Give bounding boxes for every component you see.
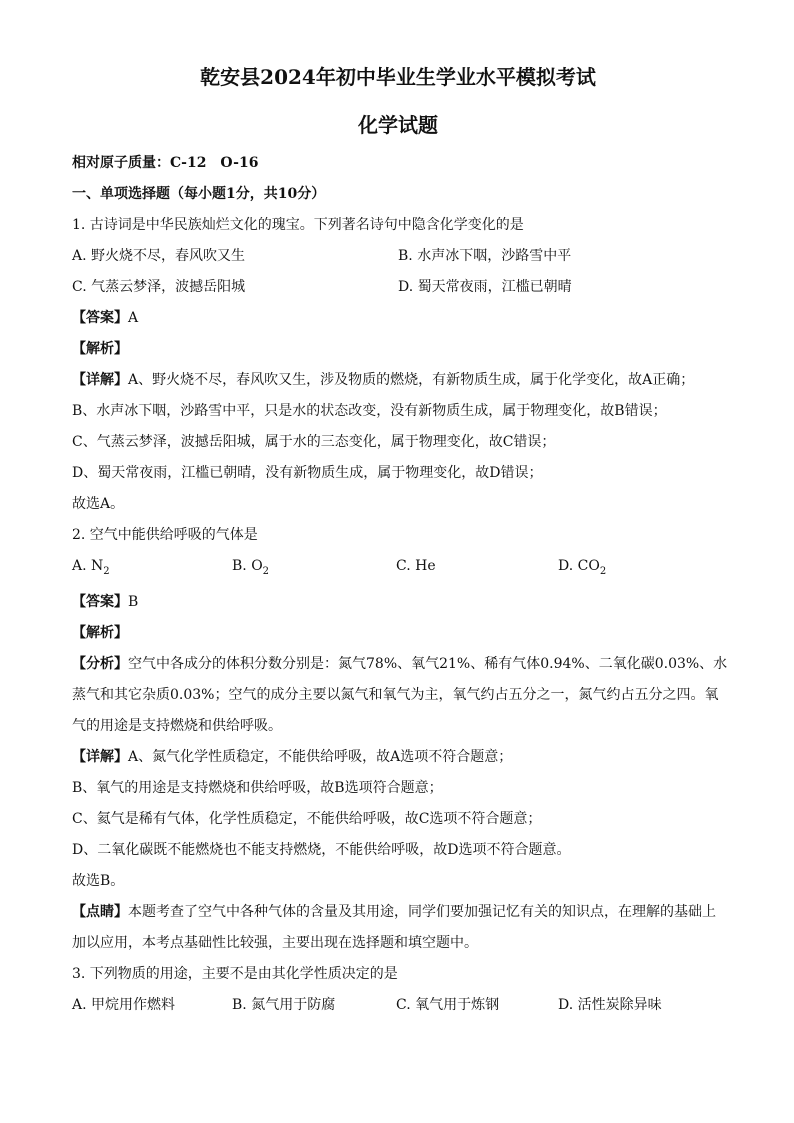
exam-subtitle: 化学试题 [358, 113, 438, 137]
q2-answer-value: B [128, 593, 139, 610]
q1-analysis-tag: 【解析】 [72, 341, 128, 357]
q2-option-b [232, 551, 396, 587]
q2-option-d [558, 551, 606, 587]
dianjing-tag: 【点睛】 [72, 903, 128, 920]
q1-option-d: D. 蜀天常夜雨，江槛已朝晴 [398, 279, 572, 295]
q2-fenxi-text-a: 空气中各成分的体积分数分别是：氮气78%、氧气21%、稀有气体0.94%、二氧化碳0.03%、水 [128, 655, 728, 672]
q2-fenxi-line-2: 蒸气和其它杂质0.03%；空气的成分主要以氮气和氧气为主，氧气约占五分之一，氮气约占五分之四。氧 [72, 686, 719, 703]
q2-option-d-sub: 2 [599, 565, 607, 577]
section-heading: 一、单项选择题（每小题1分，共10分） [72, 186, 326, 202]
q1-option-a: A. 野火烧不尽，春风吹又生 [72, 248, 246, 264]
q1-detail-line-2: B、水声冰下咽，沙路雪中平，只是水的状态改变，没有新物质生成，属于物理变化，故B错误； [72, 403, 667, 419]
q2-fenxi-line-3: 气的用途是支持燃烧和供给呼吸。 [72, 717, 282, 734]
q2-option-c [396, 551, 558, 587]
document-page [72, 62, 728, 1021]
q3-option-c: C. 氧气用于炼钢 [396, 996, 500, 1013]
q1-detail-line-1 [72, 365, 724, 396]
q2-stem: 2. 空气中能供给呼吸的气体是 [72, 527, 258, 543]
q1-options-row1 [72, 241, 724, 272]
q2-analysis-tag: 【解析】 [72, 624, 128, 641]
q2-detail-line-2: B、氧气的用途是支持燃烧和供给呼吸，故B选项符合题意； [72, 779, 443, 796]
atomic-mass-line: 相对原子质量：C-12 O-16 [72, 155, 259, 171]
q2-detail-text-a: A、氮气化学性质稳定，不能供给呼吸，故A选项不符合题意； [128, 748, 513, 765]
detail-tag: 【详解】 [72, 748, 128, 765]
q3-option-d: D. 活性炭除异味 [558, 996, 662, 1013]
q1-detail-line-3: C、气蒸云梦泽，波撼岳阳城，属于水的三态变化，属于物理变化，故C错误； [72, 434, 556, 450]
q2-fenxi-line-1 [72, 649, 728, 680]
q1-answer [72, 303, 724, 334]
q2-option-a-text: A. N [72, 558, 104, 574]
q2-conclusion: 故选B。 [72, 872, 125, 889]
q1-answer-value: A [128, 310, 139, 326]
exam-title: 乾安县2024年初中毕业生学业水平模拟考试 [200, 65, 596, 89]
answer-tag: 【答案】 [72, 310, 128, 326]
q3-option-a: A. 甲烷用作燃料 [72, 996, 176, 1013]
q1-detail-text-a: A、野火烧不尽，春风吹又生，涉及物质的燃烧，有新物质生成，属于化学变化，故A正确； [128, 372, 695, 388]
q2-answer [72, 587, 724, 618]
q2-option-b-sub: 2 [262, 565, 270, 577]
q3-option-b: B. 氮气用于防腐 [232, 996, 336, 1013]
q1-option-b: B. 水声冰下咽，沙路雪中平 [398, 248, 572, 264]
q2-dianjing-line-1 [72, 897, 724, 928]
q2-option-a-sub: 2 [103, 565, 110, 577]
q2-detail-line-4: D、二氧化碳既不能燃烧也不能支持燃烧，不能供给呼吸，故D选项不符合题意。 [72, 841, 571, 858]
answer-tag: 【答案】 [72, 593, 128, 610]
q1-detail-line-4: D、蜀天常夜雨，江槛已朝晴，没有新物质生成，属于物理变化，故D错误； [72, 465, 543, 481]
q2-options [72, 551, 724, 587]
q2-option-d-text: D. CO [558, 558, 600, 574]
q1-stem: 1. 古诗词是中华民族灿烂文化的瑰宝。下列著名诗句中隐含化学变化的是 [72, 217, 524, 233]
q3-stem: 3. 下列物质的用途，主要不是由其化学性质决定的是 [72, 965, 398, 982]
q2-dianjing-text-a: 本题考查了空气中各种气体的含量及其用途，同学们要加强记忆有关的知识点，在理解的基础上 [128, 903, 716, 920]
q2-detail-line-3: C、氦气是稀有气体，化学性质稳定，不能供给呼吸，故C选项不符合题意； [72, 810, 542, 827]
detail-tag: 【详解】 [72, 372, 128, 388]
q3-options [72, 990, 724, 1021]
q1-conclusion: 故选A。 [72, 496, 125, 512]
q2-option-c-text: C. He [396, 558, 436, 574]
q2-dianjing-line-2: 加以应用，本考点基础性比较强，主要出现在选择题和填空题中。 [72, 934, 478, 951]
q1-option-c: C. 气蒸云梦泽，波撼岳阳城 [72, 279, 246, 295]
fenxi-tag: 【分析】 [72, 655, 128, 672]
q2-option-b-text: B. O [232, 558, 263, 574]
q2-detail-line-1 [72, 742, 724, 773]
q1-options-row2 [72, 272, 724, 303]
q2-option-a [72, 551, 232, 587]
